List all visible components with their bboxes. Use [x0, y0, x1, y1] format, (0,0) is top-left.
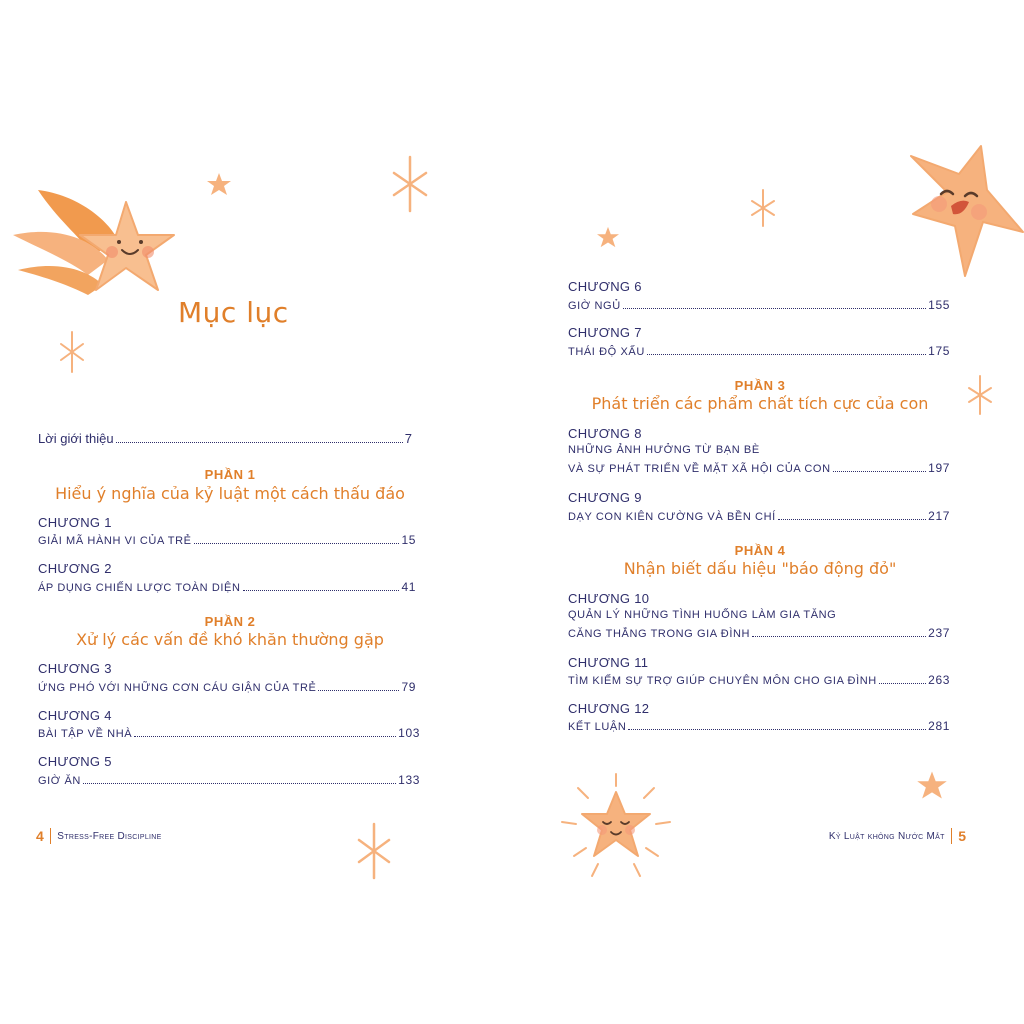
chapter-heading: CHƯƠNG 11 [568, 655, 649, 670]
part-title: Hiểu ý nghĩa của kỷ luật một cách thấu đáo [55, 484, 405, 503]
entry-title: GIỜ NGỦ [568, 300, 621, 312]
sparkle-icon [390, 155, 430, 215]
star-character-illustration [907, 140, 1024, 280]
intro-page: 7 [404, 431, 412, 446]
sparkle-icon [750, 188, 776, 228]
toc-entry[interactable] [568, 344, 950, 358]
entry-page: 217 [928, 509, 950, 523]
toc-entry[interactable] [38, 580, 416, 594]
chapter-heading: CHƯƠNG 1 [38, 515, 112, 530]
entry-title: CĂNG THẲNG TRONG GIA ĐÌNH [568, 628, 751, 640]
toc-entry[interactable] [568, 298, 950, 312]
entry-title-line: QUẢN LÝ NHỮNG TÌNH HUỐNG LÀM GIA TĂNG [568, 609, 837, 621]
part-label: PHẦN 2 [204, 614, 256, 629]
chapter-heading: CHƯƠNG 4 [38, 708, 112, 723]
part-label: PHẦN 1 [204, 467, 256, 482]
chapter-heading: CHƯƠNG 9 [568, 490, 642, 505]
sparkle-icon [58, 330, 86, 374]
entry-page: 197 [928, 461, 950, 475]
folio-divider [951, 828, 953, 844]
running-head: Kỷ Luật không Nước Mắt [828, 830, 945, 842]
entry-title: DẠY CON KIÊN CƯỜNG VÀ BỀN CHÍ [568, 511, 776, 523]
right-folio [829, 828, 966, 844]
shooting-star-illustration [8, 180, 188, 320]
sleeping-star-illustration [558, 772, 674, 882]
entry-title: GIỜ ĂN [38, 775, 81, 787]
entry-title: TÌM KIẾM SỰ TRỢ GIÚP CHUYÊN MÔN CHO GIA ĐÌNH [568, 675, 877, 687]
toc-entry[interactable] [568, 461, 950, 475]
leader-dots [879, 683, 926, 684]
sparkle-icon [356, 822, 392, 880]
entry-title: THÁI ĐỘ XẤU [568, 346, 645, 358]
entry-page: 175 [928, 344, 950, 358]
part-title: Xử lý các vấn đề khó khăn thường gặp [76, 630, 384, 649]
leader-dots [752, 636, 926, 637]
entry-title-line: NHỮNG ẢNH HƯỞNG TỪ BẠN BÈ [568, 444, 760, 456]
leader-dots [833, 471, 927, 472]
leader-dots [778, 519, 926, 520]
entry-title: VÀ SỰ PHÁT TRIỂN VỀ MẶT XÃ HỘI CỦA CON [568, 463, 831, 475]
toc-entry[interactable] [568, 673, 950, 687]
running-head: Stress-Free Discipline [57, 830, 162, 842]
leader-dots [134, 736, 396, 737]
toc-entry[interactable] [568, 719, 950, 733]
small-star-icon [596, 226, 620, 248]
chapter-heading: CHƯƠNG 7 [568, 325, 642, 340]
leader-dots [83, 783, 396, 784]
small-star-icon [916, 770, 948, 800]
toc-entry[interactable] [568, 626, 950, 640]
entry-page: 79 [401, 680, 416, 694]
entry-page: 237 [928, 626, 950, 640]
chapter-heading: CHƯƠNG 2 [38, 561, 112, 576]
entry-page: 133 [398, 773, 420, 787]
folio-divider [50, 828, 52, 844]
chapter-heading: CHƯƠNG 8 [568, 426, 642, 441]
chapter-heading: CHƯƠNG 6 [568, 279, 642, 294]
entry-page: 15 [401, 533, 416, 547]
leader-dots [623, 308, 926, 309]
leader-dots [116, 442, 403, 443]
part-title: Phát triển các phẩm chất tích cực của con [591, 394, 929, 413]
entry-page: 41 [401, 580, 416, 594]
page-number: 4 [36, 828, 44, 844]
entry-title: KẾT LUẬN [568, 721, 627, 733]
entry-page: 281 [928, 719, 950, 733]
toc-entry[interactable] [38, 533, 416, 547]
chapter-heading: CHƯƠNG 12 [568, 701, 650, 716]
chapter-heading: CHƯƠNG 10 [568, 591, 650, 606]
toc-entry[interactable] [568, 509, 950, 523]
sparkle-icon [966, 374, 994, 416]
entry-page: 103 [398, 726, 420, 740]
right-page [512, 0, 1024, 1024]
part-label: PHẦN 4 [734, 543, 786, 558]
leader-dots [628, 729, 926, 730]
leader-dots [318, 690, 399, 691]
entry-title: GIẢI MÃ HÀNH VI CỦA TRẺ [38, 535, 192, 547]
toc-title: Mục lục [178, 296, 289, 329]
toc-entry[interactable] [38, 680, 416, 694]
entry-title: ÁP DỤNG CHIẾN LƯỢC TOÀN DIỆN [38, 582, 241, 594]
intro-label: Lời giới thiệu [38, 431, 114, 446]
part-title: Nhận biết dấu hiệu "báo động đỏ" [623, 559, 897, 578]
page-number: 5 [958, 828, 966, 844]
toc-entry[interactable] [38, 773, 420, 787]
part-label: PHẦN 3 [734, 378, 786, 393]
entry-title: ỨNG PHÓ VỚI NHỮNG CƠN CÁU GIẬN CỦA TRẺ [38, 682, 317, 694]
intro-entry[interactable] [38, 431, 412, 446]
entry-page: 155 [928, 298, 950, 312]
leader-dots [194, 543, 400, 544]
entry-title: BÀI TẬP VỀ NHÀ [38, 728, 133, 740]
leader-dots [647, 354, 926, 355]
left-folio [36, 828, 162, 844]
entry-page: 263 [928, 673, 950, 687]
chapter-heading: CHƯƠNG 5 [38, 754, 112, 769]
toc-entry[interactable] [38, 726, 420, 740]
small-star-icon [206, 172, 232, 196]
chapter-heading: CHƯƠNG 3 [38, 661, 112, 676]
leader-dots [243, 590, 400, 591]
